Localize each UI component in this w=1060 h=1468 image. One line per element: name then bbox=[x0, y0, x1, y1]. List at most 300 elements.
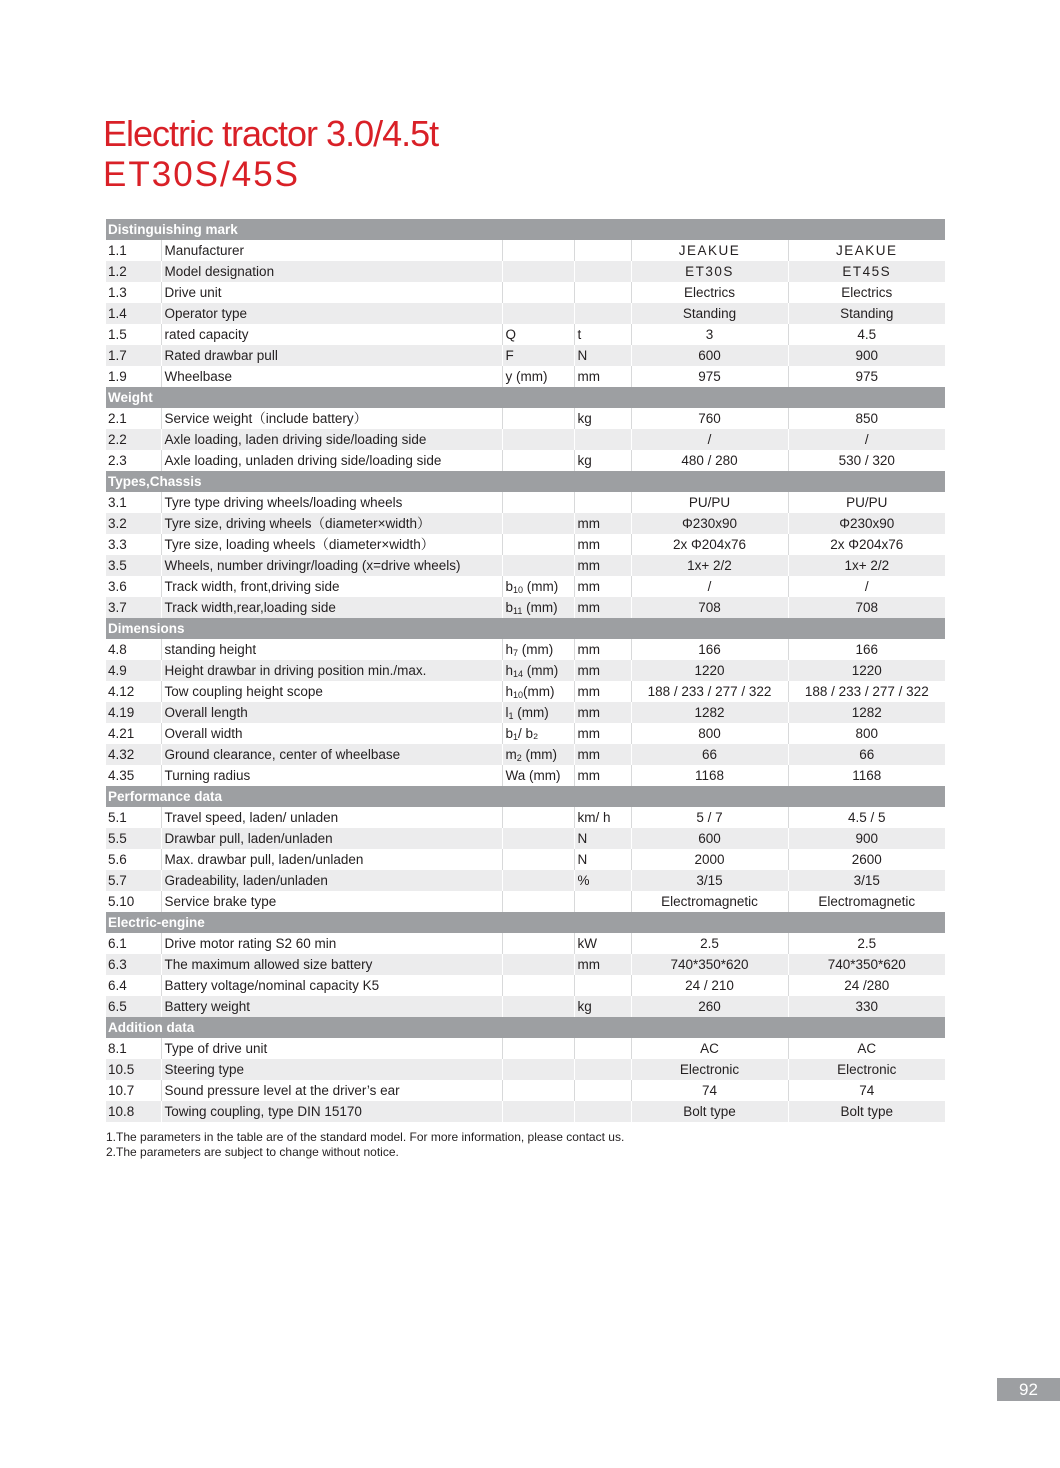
table-row bbox=[106, 282, 945, 303]
row-number: 4.9 bbox=[106, 660, 161, 681]
table-row bbox=[106, 1059, 945, 1080]
row-number: 2.3 bbox=[106, 450, 161, 471]
table-row bbox=[106, 681, 945, 702]
row-symbol bbox=[502, 282, 574, 303]
value-et30s: 5 / 7 bbox=[631, 807, 788, 828]
row-symbol bbox=[502, 996, 574, 1017]
row-number: 5.6 bbox=[106, 849, 161, 870]
row-label: Tyre size, loading wheels（diameter×width） bbox=[161, 534, 502, 555]
value-et45s: 1x+ 2/2 bbox=[788, 555, 945, 576]
row-unit bbox=[574, 975, 631, 996]
symbol-base: h bbox=[505, 684, 514, 699]
value-et45s: PU/PU bbox=[788, 492, 945, 513]
row-number: 4.19 bbox=[106, 702, 161, 723]
row-unit: mm bbox=[574, 639, 631, 660]
value-et30s: Electronic bbox=[631, 1059, 788, 1080]
symbol-base: Q bbox=[505, 327, 517, 342]
value-et30s: JEAKUE bbox=[631, 240, 788, 261]
value-et45s: 2600 bbox=[788, 849, 945, 870]
table-row bbox=[106, 975, 945, 996]
value-et30s: 760 bbox=[631, 408, 788, 429]
row-symbol bbox=[502, 429, 574, 450]
value-et30s: 2x Φ204x76 bbox=[631, 534, 788, 555]
symbol-subscript: 10 bbox=[513, 585, 524, 595]
row-symbol bbox=[502, 492, 574, 513]
value-et45s: 3/15 bbox=[788, 870, 945, 891]
section-title: Dimensions bbox=[106, 618, 945, 639]
row-unit: km/ h bbox=[574, 807, 631, 828]
value-et45s: ET45S bbox=[788, 261, 945, 282]
row-number: 1.1 bbox=[106, 240, 161, 261]
value-et30s: 3 bbox=[631, 324, 788, 345]
row-number: 1.7 bbox=[106, 345, 161, 366]
table-row bbox=[106, 807, 945, 828]
symbol-base: m bbox=[505, 747, 517, 762]
row-number: 5.10 bbox=[106, 891, 161, 912]
value-et30s: 708 bbox=[631, 597, 788, 618]
section-title: Weight bbox=[106, 387, 945, 408]
row-symbol bbox=[502, 534, 574, 555]
row-label: Towing coupling, type DIN 15170 bbox=[161, 1101, 502, 1122]
value-et30s: 2000 bbox=[631, 849, 788, 870]
value-et30s: 1220 bbox=[631, 660, 788, 681]
value-et45s: 4.5 / 5 bbox=[788, 807, 945, 828]
section-title: Electric-engine bbox=[106, 912, 945, 933]
row-symbol bbox=[502, 576, 574, 597]
row-symbol bbox=[502, 870, 574, 891]
row-label: Service weight（include battery） bbox=[161, 408, 502, 429]
table-row bbox=[106, 366, 945, 387]
row-label: Drive unit bbox=[161, 282, 502, 303]
table-row bbox=[106, 996, 945, 1017]
symbol-suffix: (mm) bbox=[513, 705, 549, 720]
table-row bbox=[106, 534, 945, 555]
value-et45s: Electromagnetic bbox=[788, 891, 945, 912]
value-et30s: 66 bbox=[631, 744, 788, 765]
symbol-base: y (mm) bbox=[505, 369, 548, 384]
value-et45s: 900 bbox=[788, 828, 945, 849]
row-unit bbox=[574, 1059, 631, 1080]
table-row bbox=[106, 702, 945, 723]
value-et30s: 2.5 bbox=[631, 933, 788, 954]
row-label: Travel speed, laden/ unladen bbox=[161, 807, 502, 828]
symbol-base: F bbox=[505, 348, 514, 363]
row-label: Max. drawbar pull, laden/unladen bbox=[161, 849, 502, 870]
row-symbol bbox=[502, 1038, 574, 1059]
table-row bbox=[106, 954, 945, 975]
symbol-base: h bbox=[505, 642, 514, 657]
value-et30s: 74 bbox=[631, 1080, 788, 1101]
page-number: 92 bbox=[997, 1378, 1060, 1401]
symbol-subscript: 2 bbox=[516, 753, 522, 763]
value-et30s: 600 bbox=[631, 828, 788, 849]
table-row bbox=[106, 1080, 945, 1101]
row-number: 5.1 bbox=[106, 807, 161, 828]
model-subtitle: ET30S/45S bbox=[103, 155, 300, 194]
row-symbol bbox=[502, 513, 574, 534]
table-row bbox=[106, 576, 945, 597]
row-unit: mm bbox=[574, 681, 631, 702]
row-unit: mm bbox=[574, 744, 631, 765]
value-et45s: 1282 bbox=[788, 702, 945, 723]
value-et45s: 530 / 320 bbox=[788, 450, 945, 471]
row-symbol bbox=[502, 303, 574, 324]
table-row bbox=[106, 597, 945, 618]
table-row bbox=[106, 870, 945, 891]
value-et45s: 850 bbox=[788, 408, 945, 429]
row-symbol bbox=[502, 261, 574, 282]
row-number: 4.12 bbox=[106, 681, 161, 702]
value-et45s: JEAKUE bbox=[788, 240, 945, 261]
row-symbol bbox=[502, 702, 574, 723]
value-et30s: / bbox=[631, 576, 788, 597]
value-et30s: 188 / 233 / 277 / 322 bbox=[631, 681, 788, 702]
row-number: 3.3 bbox=[106, 534, 161, 555]
symbol-base: h bbox=[505, 663, 514, 678]
row-number: 8.1 bbox=[106, 1038, 161, 1059]
section-header bbox=[106, 219, 945, 240]
row-number: 1.2 bbox=[106, 261, 161, 282]
value-et45s: 900 bbox=[788, 345, 945, 366]
table-row bbox=[106, 933, 945, 954]
table-row bbox=[106, 240, 945, 261]
row-symbol bbox=[502, 345, 574, 366]
row-symbol bbox=[502, 1059, 574, 1080]
row-label: Drawbar pull, laden/unladen bbox=[161, 828, 502, 849]
table-row bbox=[106, 303, 945, 324]
row-unit: mm bbox=[574, 660, 631, 681]
row-label: Tyre size, driving wheels（diameter×width） bbox=[161, 513, 502, 534]
row-label: Ground clearance, center of wheelbase bbox=[161, 744, 502, 765]
row-unit: N bbox=[574, 828, 631, 849]
row-unit: mm bbox=[574, 366, 631, 387]
row-unit bbox=[574, 492, 631, 513]
section-header bbox=[106, 1017, 945, 1038]
row-number: 3.5 bbox=[106, 555, 161, 576]
symbol-suffix: (mm) bbox=[523, 663, 559, 678]
value-et30s: 1282 bbox=[631, 702, 788, 723]
symbol-suffix: (mm) bbox=[523, 684, 555, 699]
table-row bbox=[106, 1101, 945, 1122]
value-et30s: AC bbox=[631, 1038, 788, 1059]
row-symbol bbox=[502, 408, 574, 429]
row-unit bbox=[574, 1101, 631, 1122]
row-unit bbox=[574, 1080, 631, 1101]
footnote: 1.The parameters in the table are of the standard model. For more information, please contact us. bbox=[106, 1130, 625, 1144]
row-unit bbox=[574, 240, 631, 261]
value-et30s: 740*350*620 bbox=[631, 954, 788, 975]
table-row bbox=[106, 492, 945, 513]
table-row bbox=[106, 660, 945, 681]
row-number: 6.3 bbox=[106, 954, 161, 975]
row-label: Turning radius bbox=[161, 765, 502, 786]
section-title: Performance data bbox=[106, 786, 945, 807]
table-row bbox=[106, 744, 945, 765]
value-et45s: 24 /280 bbox=[788, 975, 945, 996]
value-et45s: / bbox=[788, 429, 945, 450]
row-number: 6.1 bbox=[106, 933, 161, 954]
symbol-suffix: (mm) bbox=[518, 642, 554, 657]
row-symbol bbox=[502, 450, 574, 471]
page-title: Electric tractor 3.0/4.5t bbox=[103, 113, 439, 154]
row-label: Service brake type bbox=[161, 891, 502, 912]
row-number: 1.3 bbox=[106, 282, 161, 303]
row-number: 10.5 bbox=[106, 1059, 161, 1080]
footnote: 2.The parameters are subject to change without notice. bbox=[106, 1145, 399, 1159]
value-et45s: 800 bbox=[788, 723, 945, 744]
row-symbol bbox=[502, 765, 574, 786]
row-number: 4.21 bbox=[106, 723, 161, 744]
row-label: Wheelbase bbox=[161, 366, 502, 387]
table-row bbox=[106, 1038, 945, 1059]
row-number: 5.7 bbox=[106, 870, 161, 891]
symbol-base: l bbox=[505, 705, 509, 720]
row-label: Height drawbar in driving position min./max. bbox=[161, 660, 502, 681]
section-title: Addition data bbox=[106, 1017, 945, 1038]
row-label: Model designation bbox=[161, 261, 502, 282]
section-title: Types,Chassis bbox=[106, 471, 945, 492]
value-et30s: Electromagnetic bbox=[631, 891, 788, 912]
symbol-suffix: (mm) bbox=[521, 747, 557, 762]
value-et30s: / bbox=[631, 429, 788, 450]
row-number: 3.2 bbox=[106, 513, 161, 534]
value-et30s: Bolt type bbox=[631, 1101, 788, 1122]
row-label: Manufacturer bbox=[161, 240, 502, 261]
row-symbol bbox=[502, 744, 574, 765]
row-label: Tow coupling height scope bbox=[161, 681, 502, 702]
value-et45s: Φ230x90 bbox=[788, 513, 945, 534]
value-et45s: 4.5 bbox=[788, 324, 945, 345]
table-row bbox=[106, 408, 945, 429]
row-symbol bbox=[502, 1101, 574, 1122]
table-row bbox=[106, 828, 945, 849]
symbol-subscript: 10 bbox=[513, 690, 524, 700]
row-label: standing height bbox=[161, 639, 502, 660]
row-number: 1.4 bbox=[106, 303, 161, 324]
row-unit: mm bbox=[574, 555, 631, 576]
value-et45s: AC bbox=[788, 1038, 945, 1059]
symbol-suffix: (mm) bbox=[523, 579, 559, 594]
symbol-subscript: 11 bbox=[513, 606, 523, 616]
symbol-base: Wa (mm) bbox=[505, 768, 561, 783]
row-unit: mm bbox=[574, 576, 631, 597]
value-et30s: PU/PU bbox=[631, 492, 788, 513]
value-et45s: 166 bbox=[788, 639, 945, 660]
table-row bbox=[106, 450, 945, 471]
row-number: 6.5 bbox=[106, 996, 161, 1017]
symbol-subscript: 14 bbox=[513, 669, 524, 679]
row-number: 4.32 bbox=[106, 744, 161, 765]
row-unit: mm bbox=[574, 765, 631, 786]
symbol-base: b bbox=[505, 579, 514, 594]
symbol-subscript: 1 bbox=[513, 732, 519, 742]
symbol-suffix: (mm) bbox=[522, 600, 558, 615]
row-symbol bbox=[502, 240, 574, 261]
value-et30s: Electrics bbox=[631, 282, 788, 303]
row-unit bbox=[574, 303, 631, 324]
row-unit bbox=[574, 261, 631, 282]
row-symbol bbox=[502, 723, 574, 744]
value-et45s: 1168 bbox=[788, 765, 945, 786]
value-et45s: 188 / 233 / 277 / 322 bbox=[788, 681, 945, 702]
row-unit: kg bbox=[574, 996, 631, 1017]
row-symbol bbox=[502, 1080, 574, 1101]
row-number: 4.8 bbox=[106, 639, 161, 660]
value-et45s: 975 bbox=[788, 366, 945, 387]
section-header bbox=[106, 471, 945, 492]
value-et45s: 2x Φ204x76 bbox=[788, 534, 945, 555]
row-symbol bbox=[502, 681, 574, 702]
value-et30s: 480 / 280 bbox=[631, 450, 788, 471]
row-unit: kg bbox=[574, 450, 631, 471]
value-et45s: Standing bbox=[788, 303, 945, 324]
value-et30s: 600 bbox=[631, 345, 788, 366]
row-number: 2.1 bbox=[106, 408, 161, 429]
table-row bbox=[106, 723, 945, 744]
row-label: Track width,rear,loading side bbox=[161, 597, 502, 618]
row-label: Sound pressure level at the driver’s ear bbox=[161, 1080, 502, 1101]
row-label: Battery weight bbox=[161, 996, 502, 1017]
row-unit: mm bbox=[574, 513, 631, 534]
symbol-subscript: 7 bbox=[513, 648, 519, 658]
row-label: Battery voltage/nominal capacity K5 bbox=[161, 975, 502, 996]
symbol-subscript: 1 bbox=[508, 711, 514, 721]
row-symbol bbox=[502, 933, 574, 954]
row-label: Axle loading, laden driving side/loading side bbox=[161, 429, 502, 450]
spec-table-body bbox=[106, 219, 945, 1122]
row-unit bbox=[574, 282, 631, 303]
row-symbol bbox=[502, 975, 574, 996]
value-et45s: 740*350*620 bbox=[788, 954, 945, 975]
value-et30s: 1x+ 2/2 bbox=[631, 555, 788, 576]
row-symbol bbox=[502, 849, 574, 870]
row-label: Tyre type driving wheels/loading wheels bbox=[161, 492, 502, 513]
row-number: 3.1 bbox=[106, 492, 161, 513]
row-symbol bbox=[502, 954, 574, 975]
value-et30s: ET30S bbox=[631, 261, 788, 282]
row-symbol bbox=[502, 891, 574, 912]
row-number: 4.35 bbox=[106, 765, 161, 786]
table-row bbox=[106, 555, 945, 576]
row-number: 1.5 bbox=[106, 324, 161, 345]
value-et30s: 24 / 210 bbox=[631, 975, 788, 996]
row-symbol bbox=[502, 366, 574, 387]
section-header bbox=[106, 912, 945, 933]
row-symbol bbox=[502, 597, 574, 618]
row-symbol bbox=[502, 639, 574, 660]
row-label: Wheels, number drivingr/loading (x=drive wheels) bbox=[161, 555, 502, 576]
value-et30s: 975 bbox=[631, 366, 788, 387]
value-et30s: Standing bbox=[631, 303, 788, 324]
row-number: 1.9 bbox=[106, 366, 161, 387]
footnotes bbox=[106, 1130, 624, 1160]
row-unit: t bbox=[574, 324, 631, 345]
value-et45s: 66 bbox=[788, 744, 945, 765]
row-unit: mm bbox=[574, 954, 631, 975]
row-number: 6.4 bbox=[106, 975, 161, 996]
row-number: 3.6 bbox=[106, 576, 161, 597]
value-et45s: 1220 bbox=[788, 660, 945, 681]
section-title: Distinguishing mark bbox=[106, 219, 945, 240]
value-et45s: Bolt type bbox=[788, 1101, 945, 1122]
section-header bbox=[106, 387, 945, 408]
value-et45s: Electronic bbox=[788, 1059, 945, 1080]
row-label: Type of drive unit bbox=[161, 1038, 502, 1059]
row-symbol bbox=[502, 555, 574, 576]
row-label: Drive motor rating S2 60 min bbox=[161, 933, 502, 954]
table-row bbox=[106, 891, 945, 912]
row-number: 10.8 bbox=[106, 1101, 161, 1122]
row-label: Steering type bbox=[161, 1059, 502, 1080]
row-symbol bbox=[502, 828, 574, 849]
table-row bbox=[106, 639, 945, 660]
row-label: Gradeability, laden/unladen bbox=[161, 870, 502, 891]
symbol-base: b bbox=[505, 600, 514, 615]
row-unit: kW bbox=[574, 933, 631, 954]
row-number: 2.2 bbox=[106, 429, 161, 450]
row-unit bbox=[574, 891, 631, 912]
row-unit bbox=[574, 1038, 631, 1059]
table-row bbox=[106, 513, 945, 534]
row-label: Track width, front,driving side bbox=[161, 576, 502, 597]
section-header bbox=[106, 786, 945, 807]
row-label: rated capacity bbox=[161, 324, 502, 345]
value-et45s: 2.5 bbox=[788, 933, 945, 954]
symbol-suffix: / b₂ bbox=[518, 726, 539, 741]
spec-table bbox=[106, 219, 945, 1122]
row-number: 3.7 bbox=[106, 597, 161, 618]
row-symbol bbox=[502, 660, 574, 681]
value-et45s: 708 bbox=[788, 597, 945, 618]
row-number: 10.7 bbox=[106, 1080, 161, 1101]
value-et45s: 74 bbox=[788, 1080, 945, 1101]
table-row bbox=[106, 261, 945, 282]
row-label: Overall width bbox=[161, 723, 502, 744]
row-unit: N bbox=[574, 345, 631, 366]
table-row bbox=[106, 849, 945, 870]
value-et45s: / bbox=[788, 576, 945, 597]
table-row bbox=[106, 429, 945, 450]
row-symbol bbox=[502, 807, 574, 828]
row-unit: % bbox=[574, 870, 631, 891]
row-symbol bbox=[502, 324, 574, 345]
row-unit: mm bbox=[574, 597, 631, 618]
row-label: Rated drawbar pull bbox=[161, 345, 502, 366]
row-unit: mm bbox=[574, 702, 631, 723]
value-et30s: 800 bbox=[631, 723, 788, 744]
symbol-base: b bbox=[505, 726, 514, 741]
section-header bbox=[106, 618, 945, 639]
value-et30s: 3/15 bbox=[631, 870, 788, 891]
value-et30s: 166 bbox=[631, 639, 788, 660]
table-row bbox=[106, 345, 945, 366]
table-row bbox=[106, 324, 945, 345]
row-unit: mm bbox=[574, 534, 631, 555]
value-et30s: Φ230x90 bbox=[631, 513, 788, 534]
row-label: Axle loading, unladen driving side/loading side bbox=[161, 450, 502, 471]
row-label: Overall length bbox=[161, 702, 502, 723]
table-row bbox=[106, 765, 945, 786]
value-et30s: 1168 bbox=[631, 765, 788, 786]
row-unit: N bbox=[574, 849, 631, 870]
row-unit: kg bbox=[574, 408, 631, 429]
row-unit bbox=[574, 429, 631, 450]
row-label: The maximum allowed size battery bbox=[161, 954, 502, 975]
row-label: Operator type bbox=[161, 303, 502, 324]
value-et45s: Electrics bbox=[788, 282, 945, 303]
row-unit: mm bbox=[574, 723, 631, 744]
value-et30s: 260 bbox=[631, 996, 788, 1017]
